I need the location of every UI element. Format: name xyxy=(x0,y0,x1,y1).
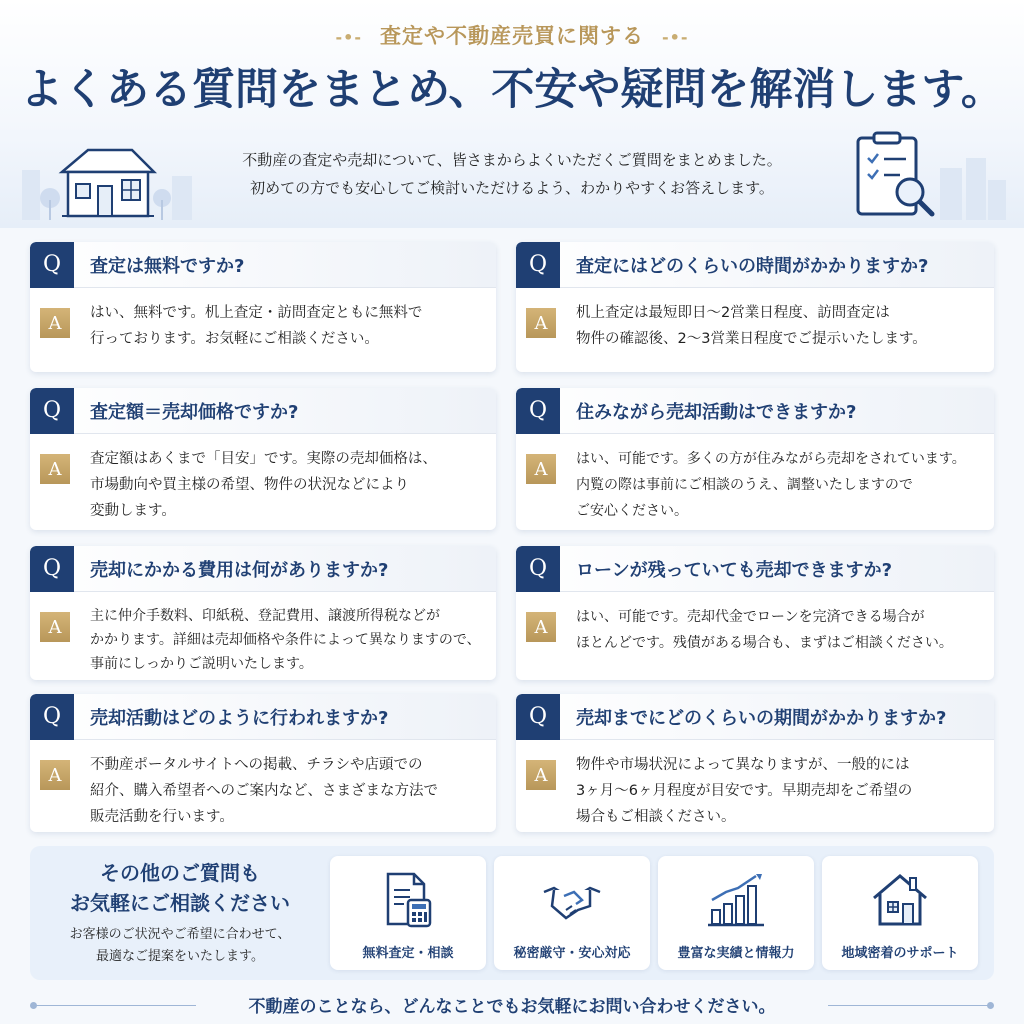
q-badge: Q xyxy=(516,546,560,592)
faq-answer xyxy=(576,604,953,656)
eyebrow-text: 査定や不動産売買に関する xyxy=(380,24,644,48)
faq-answer xyxy=(90,446,437,524)
q-badge: Q xyxy=(516,694,560,740)
answer-line: はい、可能です。売却代金でローンを完済できる場合が xyxy=(576,609,925,625)
faq-question-row xyxy=(516,242,994,288)
a-badge: A xyxy=(40,612,70,642)
faq-answer-row xyxy=(30,434,496,530)
faq-item xyxy=(30,242,496,372)
a-badge: A xyxy=(40,760,70,790)
a-badge: A xyxy=(526,612,556,642)
faq-answer xyxy=(90,752,438,830)
faq-question: 査定額＝売却価格ですか? xyxy=(90,401,299,423)
faq-question-row xyxy=(516,694,994,740)
document-calculator-icon xyxy=(378,870,438,930)
faq-question-row xyxy=(516,388,994,434)
answer-line: 行っております。お気軽にご相談ください。 xyxy=(90,331,379,347)
faq-item xyxy=(30,388,496,530)
footer-message: 不動産のことなら、どんなことでもお気軽にお問い合わせください。 xyxy=(248,997,776,1017)
faq-question-row xyxy=(30,546,496,592)
q-badge: Q xyxy=(516,388,560,434)
cta-title-line: その他のご質問も xyxy=(100,861,260,885)
intro-line: 初めての方でも安心してご検討いただけるよう、わかりやすくお答えします。 xyxy=(250,179,774,197)
cta-sub-line: 最適なご提案をいたします。 xyxy=(96,949,264,964)
house-icon xyxy=(870,870,930,930)
faq-answer-row xyxy=(30,288,496,362)
growth-chart-icon xyxy=(706,870,766,930)
answer-line: 査定額はあくまで「目安」です。実際の売却価格は、 xyxy=(90,451,437,467)
answer-line: 内覧の際は事前にご相談のうえ、調整いたしますので xyxy=(576,477,913,493)
answer-line: 机上査定は最短即日〜2営業日程度、訪問査定は xyxy=(576,305,890,321)
q-badge: Q xyxy=(30,546,74,592)
cta-sub-line: お客様のご状況やご希望に合わせて、 xyxy=(69,927,291,942)
answer-line: ご安心ください。 xyxy=(576,503,688,519)
cta-title xyxy=(30,858,330,918)
faq-question: 売却活動はどのように行われますか? xyxy=(90,707,389,729)
faq-item xyxy=(30,694,496,832)
answer-line: はい、可能です。多くの方が住みながら売却をされています。 xyxy=(576,451,966,467)
feature-local-support xyxy=(822,856,978,970)
cta-subtext xyxy=(30,924,330,968)
faq-question: 査定は無料ですか? xyxy=(90,255,245,277)
feature-label: 豊富な実績と情報力 xyxy=(677,946,795,961)
faq-answer xyxy=(576,752,912,830)
feature-free-appraisal xyxy=(330,856,486,970)
faq-item xyxy=(516,242,994,372)
faq-question-row xyxy=(30,694,496,740)
answer-line: かかります。詳細は売却価格や条件によって異なりますので、 xyxy=(90,632,481,648)
intro-line: 不動産の査定や売却について、皆さまからよくいただくご質問をまとめました。 xyxy=(242,151,782,169)
a-badge: A xyxy=(526,454,556,484)
answer-line: 事前にしっかりご説明いたします。 xyxy=(90,656,313,672)
faq-answer-row xyxy=(516,434,994,530)
faq-answer xyxy=(90,604,481,676)
handshake-icon xyxy=(542,870,602,930)
eyebrow-ornament-left: -•- xyxy=(335,28,362,47)
faq-answer-row xyxy=(516,288,994,362)
answer-line: 変動します。 xyxy=(90,503,176,519)
answer-line: 3ヶ月〜6ヶ月程度が目安です。早期売却をご希望の xyxy=(576,783,913,799)
answer-line: 物件や市場状況によって異なりますが、一般的には xyxy=(576,757,910,773)
faq-answer-row xyxy=(516,740,994,832)
answer-line: 場合もご相談ください。 xyxy=(576,809,736,825)
page-title: よくある質問をまとめ、不安や疑問を解消します。 xyxy=(20,65,1004,115)
q-badge: Q xyxy=(30,388,74,434)
faq-question-row xyxy=(30,242,496,288)
hero-section xyxy=(0,0,1024,228)
answer-line: 市場動向や買主様の希望、物件の状況などにより xyxy=(90,477,409,493)
feature-label: 地域密着のサポート xyxy=(841,946,959,961)
contact-panel xyxy=(30,846,994,980)
faq-question-row xyxy=(30,388,496,434)
eyebrow xyxy=(0,20,1024,50)
feature-confidentiality xyxy=(494,856,650,970)
answer-line: 物件の確認後、2〜3営業日程度でご提示いたします。 xyxy=(576,331,927,347)
faq-item xyxy=(516,388,994,530)
faq-answer xyxy=(576,300,927,352)
faq-answer-row xyxy=(516,592,994,666)
q-badge: Q xyxy=(516,242,560,288)
a-badge: A xyxy=(40,308,70,338)
eyebrow-ornament-right: -•- xyxy=(662,28,689,47)
answer-line: 販売活動を行います。 xyxy=(90,809,234,825)
faq-question: 売却にかかる費用は何がありますか? xyxy=(90,559,389,581)
a-badge: A xyxy=(40,454,70,484)
faq-item xyxy=(516,694,994,832)
answer-line: 紹介、購入希望者へのご案内など、さまざまな方法で xyxy=(90,783,438,799)
a-badge: A xyxy=(526,760,556,790)
a-badge: A xyxy=(526,308,556,338)
cta-title-line: お気軽にご相談ください xyxy=(70,891,290,915)
feature-track-record xyxy=(658,856,814,970)
intro-text xyxy=(200,146,824,202)
answer-line: はい、無料です。机上査定・訪問査定ともに無料で xyxy=(90,305,423,321)
feature-label: 秘密厳守・安心対応 xyxy=(513,946,631,961)
house-illustration-icon xyxy=(22,140,192,220)
faq-answer-row xyxy=(30,592,496,680)
faq-question: ローンが残っていても売却できますか? xyxy=(576,559,893,581)
faq-answer xyxy=(90,300,422,352)
faq-answer xyxy=(576,446,966,524)
faq-answer-row xyxy=(30,740,496,832)
faq-question: 査定にはどのくらいの時間がかかりますか? xyxy=(576,255,929,277)
footer-divider-right xyxy=(828,1005,988,1006)
faq-item xyxy=(30,546,496,680)
faq-question: 住みながら売却活動はできますか? xyxy=(576,401,857,423)
q-badge: Q xyxy=(30,694,74,740)
answer-line: 主に仲介手数料、印紙税、登記費用、譲渡所得税などが xyxy=(90,608,440,624)
footer-ornament-dot xyxy=(987,1002,994,1009)
answer-line: 不動産ポータルサイトへの掲載、チラシや店頭での xyxy=(90,757,423,773)
answer-line: ほとんどです。残債がある場合も、まずはご相談ください。 xyxy=(576,635,953,651)
faq-question-row xyxy=(516,546,994,592)
q-badge: Q xyxy=(30,242,74,288)
faq-item xyxy=(516,546,994,680)
clipboard-magnifier-icon xyxy=(840,130,1010,220)
faq-question: 売却までにどのくらいの期間がかかりますか? xyxy=(576,707,947,729)
feature-label: 無料査定・相談 xyxy=(362,946,454,961)
